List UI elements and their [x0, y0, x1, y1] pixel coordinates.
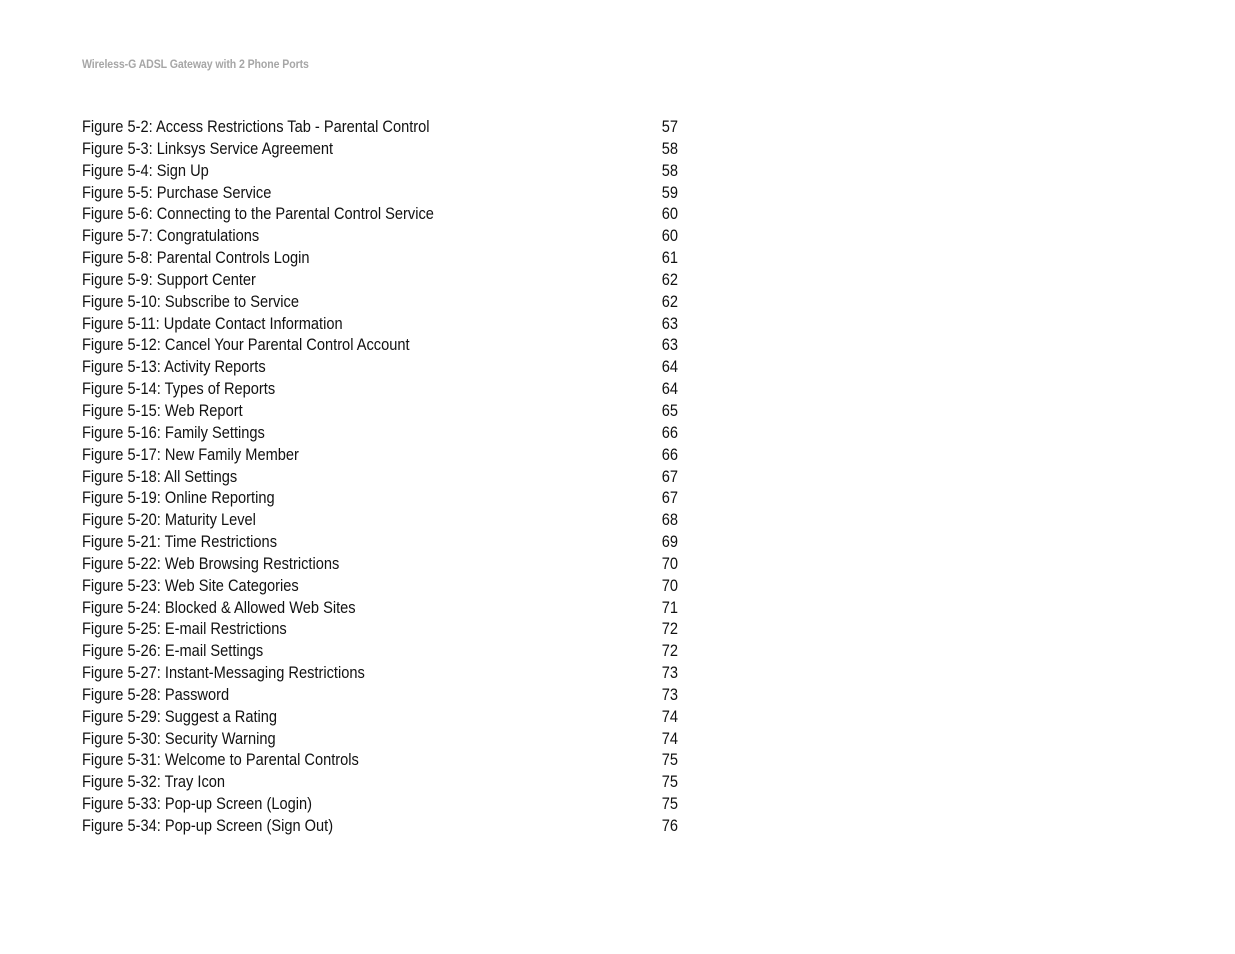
- figure-page-number: 71: [661, 597, 678, 617]
- list-item: [82, 706, 682, 728]
- figure-page-number: 67: [661, 488, 678, 508]
- figure-title: Figure 5-32: Tray Icon: [82, 772, 226, 792]
- figure-title: Figure 5-20: Maturity Level: [82, 510, 256, 530]
- figure-title: Figure 5-16: Family Settings: [82, 422, 265, 442]
- list-item: [82, 138, 682, 160]
- list-item: [82, 400, 682, 422]
- figure-page-number: 75: [661, 750, 678, 770]
- figure-title: Figure 5-29: Suggest a Rating: [82, 706, 278, 726]
- figure-page-number: 65: [661, 400, 678, 420]
- figure-title: Figure 5-17: New Family Member: [82, 444, 299, 464]
- figure-title: Figure 5-18: All Settings: [82, 466, 238, 486]
- figure-title: Figure 5-34: Pop-up Screen (Sign Out): [82, 816, 334, 835]
- list-item: [82, 422, 682, 444]
- figure-page-number: 73: [661, 663, 678, 683]
- list-item: [82, 793, 682, 815]
- list-item: [82, 160, 682, 182]
- list-item: [82, 597, 682, 619]
- figure-title: Figure 5-25: E-mail Restrictions: [82, 619, 287, 639]
- list-item: [82, 553, 682, 575]
- figure-page-number: 70: [661, 575, 678, 595]
- list-item: [82, 182, 682, 204]
- list-item: [82, 116, 682, 138]
- figure-page-number: 75: [661, 772, 678, 792]
- figure-page-number: 58: [661, 138, 678, 158]
- figure-title: Figure 5-5: Purchase Service: [82, 182, 272, 202]
- figure-page-number: 72: [661, 641, 678, 661]
- figure-page-number: 72: [661, 619, 678, 639]
- list-item: [82, 225, 682, 247]
- figure-title: Figure 5-24: Blocked & Allowed Web Sites: [82, 597, 356, 617]
- list-item: [82, 334, 682, 356]
- list-item: [82, 749, 682, 771]
- running-header: Wireless-G ADSL Gateway with 2 Phone Ports: [82, 57, 309, 71]
- list-item: [82, 618, 682, 640]
- figure-page-number: 64: [661, 357, 678, 377]
- figure-page-number: 75: [661, 794, 678, 814]
- figure-page-number: 73: [661, 684, 678, 704]
- list-item: [82, 466, 682, 488]
- list-item: [82, 531, 682, 553]
- figure-title: Figure 5-28: Password: [82, 684, 230, 704]
- figure-page-number: 69: [661, 532, 678, 552]
- list-item: [82, 815, 682, 837]
- figure-title: Figure 5-27: Instant-Messaging Restrictions: [82, 663, 365, 683]
- list-of-figures: [82, 116, 682, 837]
- figure-page-number: 74: [661, 706, 678, 726]
- figure-page-number: 64: [661, 379, 678, 399]
- figure-page-number: 76: [661, 816, 678, 835]
- figure-page-number: 67: [661, 466, 678, 486]
- list-item: [82, 247, 682, 269]
- figure-title: Figure 5-4: Sign Up: [82, 160, 209, 180]
- list-item: [82, 662, 682, 684]
- figure-page-number: 68: [661, 510, 678, 530]
- figure-title: Figure 5-6: Connecting to the Parental Control Service: [82, 204, 434, 224]
- figure-title: Figure 5-10: Subscribe to Service: [82, 291, 299, 311]
- list-item: [82, 291, 682, 313]
- figure-page-number: 57: [661, 117, 678, 136]
- figure-page-number: 62: [661, 269, 678, 289]
- figure-title: Figure 5-9: Support Center: [82, 269, 256, 289]
- figure-page-number: 61: [661, 248, 678, 268]
- figure-page-number: 58: [661, 160, 678, 180]
- figure-title: Figure 5-2: Access Restrictions Tab - Parental Control: [82, 117, 430, 136]
- figure-title: Figure 5-14: Types of Reports: [82, 379, 276, 399]
- figure-title: Figure 5-22: Web Browsing Restrictions: [82, 553, 340, 573]
- list-item: [82, 771, 682, 793]
- figure-title: Figure 5-8: Parental Controls Login: [82, 248, 310, 268]
- figure-page-number: 66: [661, 444, 678, 464]
- figure-page-number: 66: [661, 422, 678, 442]
- list-item: [82, 728, 682, 750]
- figure-page-number: 59: [661, 182, 678, 202]
- list-item: [82, 378, 682, 400]
- figure-title: Figure 5-11: Update Contact Information: [82, 313, 343, 333]
- list-item: [82, 356, 682, 378]
- figure-page-number: 63: [661, 335, 678, 355]
- figure-title: Figure 5-13: Activity Reports: [82, 357, 266, 377]
- list-item: [82, 684, 682, 706]
- figure-page-number: 63: [661, 313, 678, 333]
- figure-title: Figure 5-23: Web Site Categories: [82, 575, 299, 595]
- figure-title: Figure 5-30: Security Warning: [82, 728, 276, 748]
- figure-page-number: 74: [661, 728, 678, 748]
- figure-page-number: 60: [661, 226, 678, 246]
- list-item: [82, 203, 682, 225]
- list-item: [82, 444, 682, 466]
- figure-title: Figure 5-31: Welcome to Parental Controls: [82, 750, 359, 770]
- list-item: [82, 269, 682, 291]
- figure-title: Figure 5-12: Cancel Your Parental Control Account: [82, 335, 410, 355]
- figure-title: Figure 5-15: Web Report: [82, 400, 243, 420]
- list-item: [82, 487, 682, 509]
- figure-title: Figure 5-26: E-mail Settings: [82, 641, 264, 661]
- figure-title: Figure 5-21: Time Restrictions: [82, 532, 278, 552]
- figure-page-number: 60: [661, 204, 678, 224]
- list-item: [82, 575, 682, 597]
- figure-page-number: 62: [661, 291, 678, 311]
- figure-title: Figure 5-3: Linksys Service Agreement: [82, 138, 334, 158]
- list-item: [82, 313, 682, 335]
- figure-title: Figure 5-19: Online Reporting: [82, 488, 275, 508]
- figure-title: Figure 5-7: Congratulations: [82, 226, 260, 246]
- figure-page-number: 70: [661, 553, 678, 573]
- figure-title: Figure 5-33: Pop-up Screen (Login): [82, 794, 312, 814]
- list-item: [82, 509, 682, 531]
- list-item: [82, 640, 682, 662]
